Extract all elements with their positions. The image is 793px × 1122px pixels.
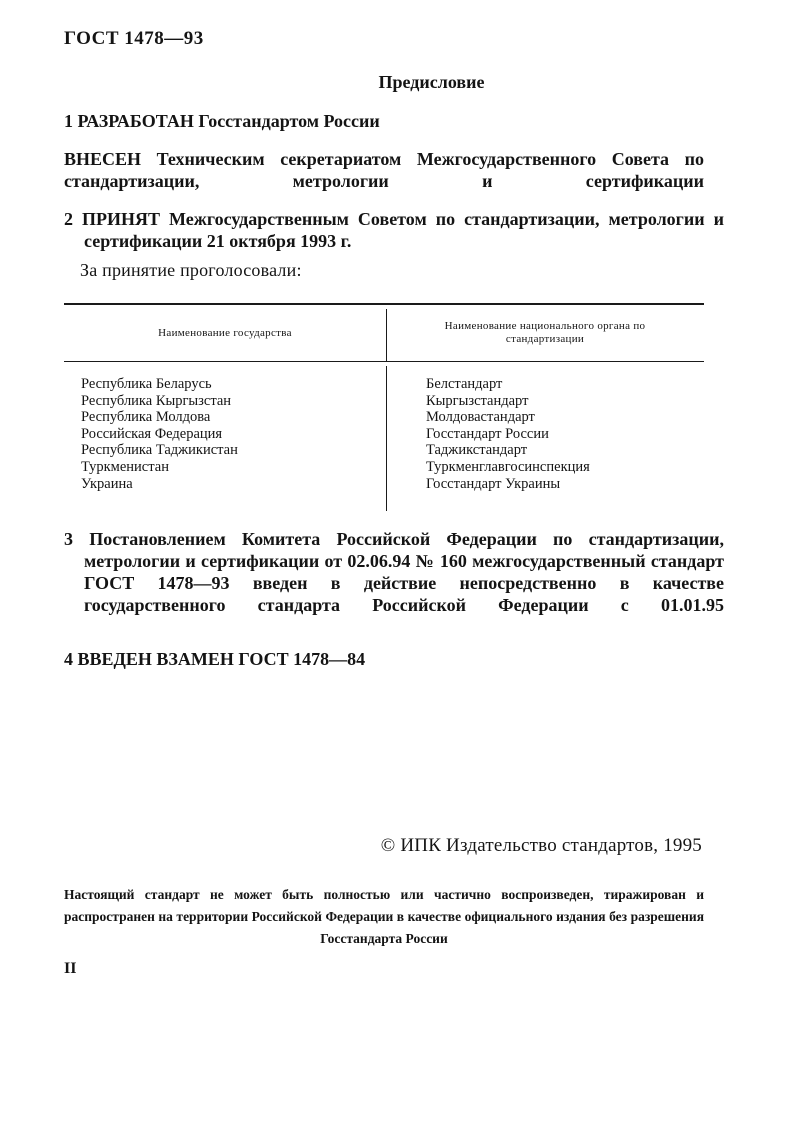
table-cell-body: Таджикстандарт [426, 442, 528, 459]
column-divider [386, 366, 387, 511]
column-header-body [386, 305, 704, 361]
table-cell-state: Республика Беларусь [81, 376, 212, 392]
foreword-title: Предисловие [378, 72, 485, 92]
reproduction-notice: Настоящий стандарт не может быть полностью или частично воспроизведен, тиражирован и распространен на территории Российской Федерации в качестве официального издания без разрешения Госстандарта России [64, 887, 704, 946]
table-cell-body: Госстандарт Украины [426, 475, 561, 492]
states-column [64, 376, 386, 514]
table-cell-state: Республика Молдова [81, 409, 211, 426]
bodies-column [386, 376, 704, 514]
table-cell-state: Республика Кыргызстан [81, 392, 232, 409]
document-id: ГОСТ 1478—93 [64, 28, 204, 49]
copyright-line: © ИПК Издательство стандартов, 1995 [380, 835, 702, 856]
table-header [64, 305, 704, 361]
column-header-state: Наименование государства [158, 327, 292, 339]
column-divider [386, 309, 387, 361]
item-resolution: 3 Постановлением Комитета Российской Федерации по стандартизации, метрологии и сертификации от 02.06.94 № 160 межгосударственный стандарт ГОСТ 1478—93 введен в действие непосредственно в качестве государственного стандарта Российской Федерации с 01.01.95 [64, 529, 724, 615]
item-adopted: 2 ПРИНЯТ Межгосударственным Советом по стандартизации, метрологии и сертификации 21 октября 1993 г. [64, 209, 724, 251]
table-cell-body: Госстандарт России [426, 425, 549, 442]
table-cell-state: Украина [81, 475, 133, 492]
item-developed: 1 РАЗРАБОТАН Госстандартом России [64, 111, 380, 131]
page-number: II [64, 960, 77, 977]
table-cell-state: Туркменистан [81, 458, 169, 475]
column-header-body-text: Наименование национального органа по стандартизации [444, 320, 646, 345]
table-cell-body: Туркменглавгосинспекция [426, 458, 590, 475]
table-cell-state: Российская Федерация [81, 425, 223, 442]
vote-table [64, 303, 704, 514]
table-cell-body: Молдовастандарт [426, 409, 535, 426]
table-body [64, 362, 704, 514]
item-replaces: 4 ВВЕДЕН ВЗАМЕН ГОСТ 1478—84 [64, 649, 366, 669]
table-cell-state: Республика Таджикистан [81, 442, 238, 459]
table-cell-body: Белстандарт [426, 376, 503, 392]
table-cell-body: Кыргызстандарт [426, 392, 529, 409]
vote-title: За принятие проголосовали: [80, 260, 302, 280]
item-introduced: ВНЕСЕН Техническим секретариатом Межгосударственного Совета по стандартизации, метрологии и сертификации [64, 149, 704, 191]
